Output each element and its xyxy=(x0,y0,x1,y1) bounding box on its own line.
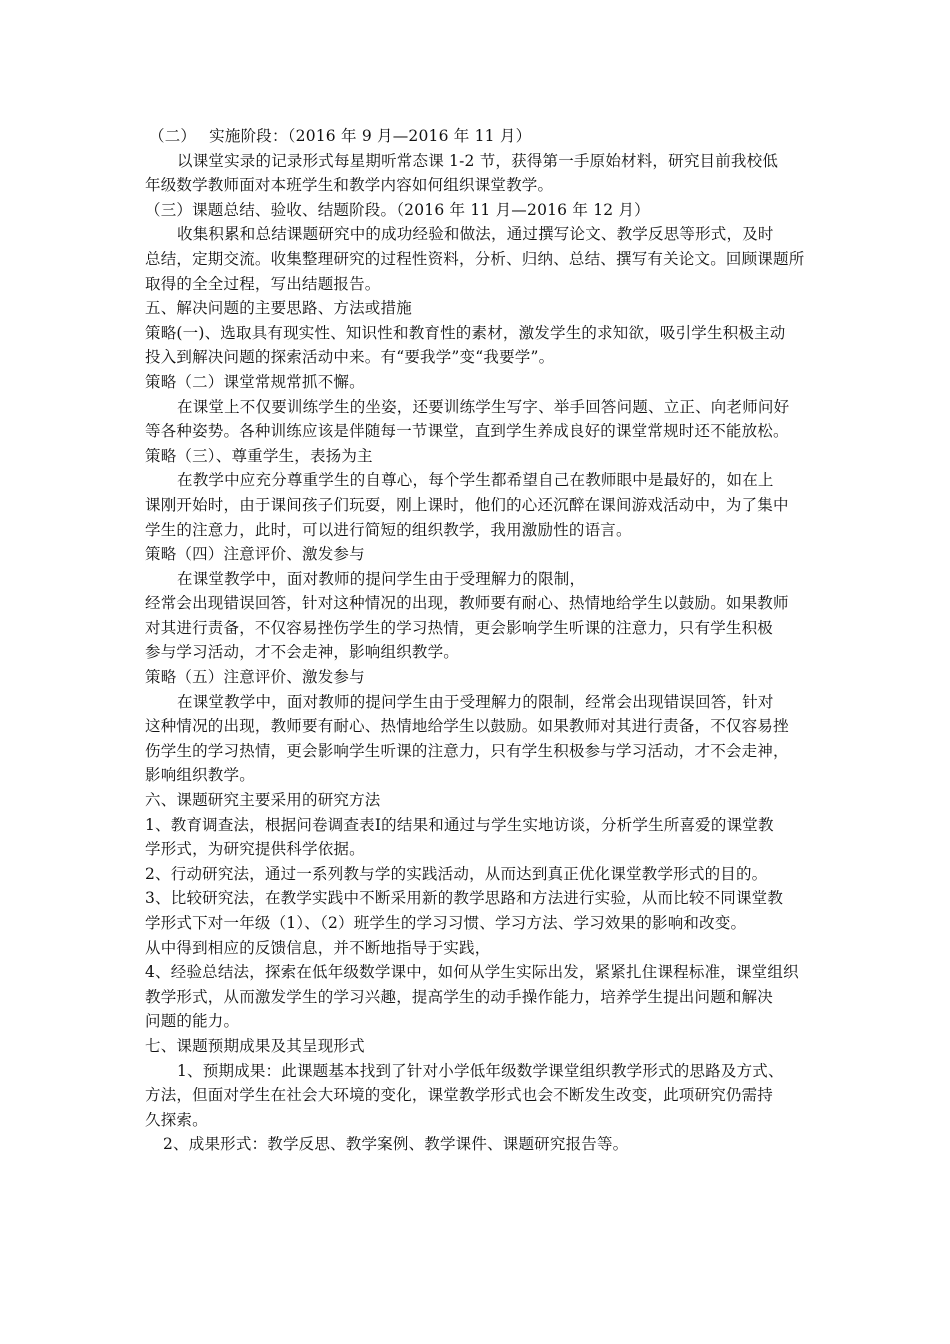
text-line: 问题的能力。 xyxy=(145,1012,240,1031)
text-line: 1、教育调查法，根据问卷调查表Ⅰ的结果和通过与学生实地访谈，分析学生所喜爱的课堂教 xyxy=(145,815,774,834)
text-line: 在教学中应充分尊重学生的自尊心，每个学生都希望自己在教师眼中是最好的，如在上 xyxy=(177,471,774,490)
text-line: 3、比较研究法，在教学实践中不断采用新的教学思路和方法进行实验，从而比较不同课堂教 xyxy=(145,889,784,908)
text-line: 等各种姿势。各种训练应该是伴随每一节课堂，直到学生养成良好的课堂常规时还不能放松。 xyxy=(145,422,789,441)
text-line: 从中得到相应的反馈信息，并不断地指导于实践， xyxy=(145,938,491,957)
text-line: 策略(一)、选取具有现实性、知识性和教育性的素材，激发学生的求知欲，吸引学生积极主动 xyxy=(145,323,786,342)
text-line: 对其进行责备，不仅容易挫伤学生的学习热情，更会影响学生听课的注意力，只有学生积极 xyxy=(145,618,774,637)
text-line: 收集积累和总结课题研究中的成功经验和做法，通过撰写论文、教学反思等形式，及时 xyxy=(177,225,774,244)
text-line: 方法，但面对学生在社会大环境的变化，课堂教学形式也会不断发生改变，此项研究仍需持 xyxy=(145,1086,774,1105)
text-line: 教学形式，从而激发学生的学习兴趣，提高学生的动手操作能力，培养学生提出问题和解决 xyxy=(145,987,774,1006)
text-line: 2、行动研究法，通过一系列教与学的实践活动，从而达到真正优化课堂教学形式的目的。 xyxy=(145,864,768,883)
text-line: 策略（三）、尊重学生，表扬为主 xyxy=(145,446,373,465)
text-line: 2、成果形式：教学反思、教学案例、教学课件、课题研究报告等。 xyxy=(163,1135,629,1154)
text-line: 学形式，为研究提供科学依据。 xyxy=(145,840,365,859)
text-line: 久探索。 xyxy=(145,1110,208,1129)
text-line: 年级数学教师面对本班学生和教学内容如何组织课堂教学。 xyxy=(145,176,554,195)
text-line: 取得的全全过程，写出结题报告。 xyxy=(145,274,381,293)
text-line: 影响组织教学。 xyxy=(145,766,255,785)
text-line: 这种情况的出现，教师要有耐心、热情地给学生以鼓励。如果教师对其进行责备，不仅容易挫 xyxy=(145,717,789,736)
text-line: 投入到解决问题的探索活动中来。有“要我学”变“我要学”。 xyxy=(145,348,555,367)
text-line: 策略（五）注意评价、激发参与 xyxy=(145,668,365,687)
text-line: 五、解决问题的主要思路、方法或措施 xyxy=(145,299,412,318)
text-line: 在课堂教学中，面对教师的提问学生由于受理解力的限制， xyxy=(177,569,586,588)
text-line: 伤学生的学习热情，更会影响学生听课的注意力，只有学生积极参与学习活动，才不会走神， xyxy=(145,741,789,760)
text-line: 学生的注意力，此时，可以进行简短的组织教学，我用激励性的语言。 xyxy=(145,520,632,539)
text-line: 七、课题预期成果及其呈现形式 xyxy=(145,1036,365,1055)
text-line: 4、经验总结法，探索在低年级数学课中，如何从学生实际出发，紧紧扎住课程标准，课堂组织 xyxy=(145,963,799,982)
text-line: 策略（四）注意评价、激发参与 xyxy=(145,545,365,564)
text-line: 总结，定期交流。收集整理研究的过程性资料，分析、归纳、总结、撰写有关论文。回顾课题所 xyxy=(145,249,805,268)
text-line: 以课堂实录的记录形式每星期听常态课 1-2 节，获得第一手原始材料，研究目前我校低 xyxy=(177,151,779,170)
text-line: 经常会出现错误回答，针对这种情况的出现，教师要有耐心、热情地给学生以鼓励。如果教师 xyxy=(145,594,789,613)
document-body xyxy=(145,124,815,1157)
text-line: 策略（二）课堂常规常抓不懈。 xyxy=(145,372,365,391)
text-line: 1、预期成果：此课题基本找到了针对小学低年级数学课堂组织教学形式的思路及方式、 xyxy=(177,1061,784,1080)
text-line: （二） 实施阶段：（2016 年 9 月—2016 年 11 月） xyxy=(149,127,532,145)
text-line: （三）课题总结、验收、结题阶段。（2016 年 11 月—2016 年 12 月） xyxy=(145,200,650,219)
text-line: 在课堂教学中，面对教师的提问学生由于受理解力的限制，经常会出现错误回答，针对 xyxy=(177,692,774,711)
text-line: 参与学习活动，才不会走神，影响组织教学。 xyxy=(145,643,460,662)
text-line: 学形式下对一年级（1）、（2）班学生的学习习惯、学习方法、学习效果的影响和改变。 xyxy=(145,914,747,932)
text-line: 在课堂上不仅要训练学生的坐姿，还要训练学生写字、举手回答问题、立正、向老师问好 xyxy=(177,397,790,416)
text-line: 课刚开始时，由于课间孩子们玩耍，刚上课时，他们的心还沉醉在课间游戏活动中，为了集中 xyxy=(145,495,789,514)
text-line: 六、课题研究主要采用的研究方法 xyxy=(145,791,381,810)
